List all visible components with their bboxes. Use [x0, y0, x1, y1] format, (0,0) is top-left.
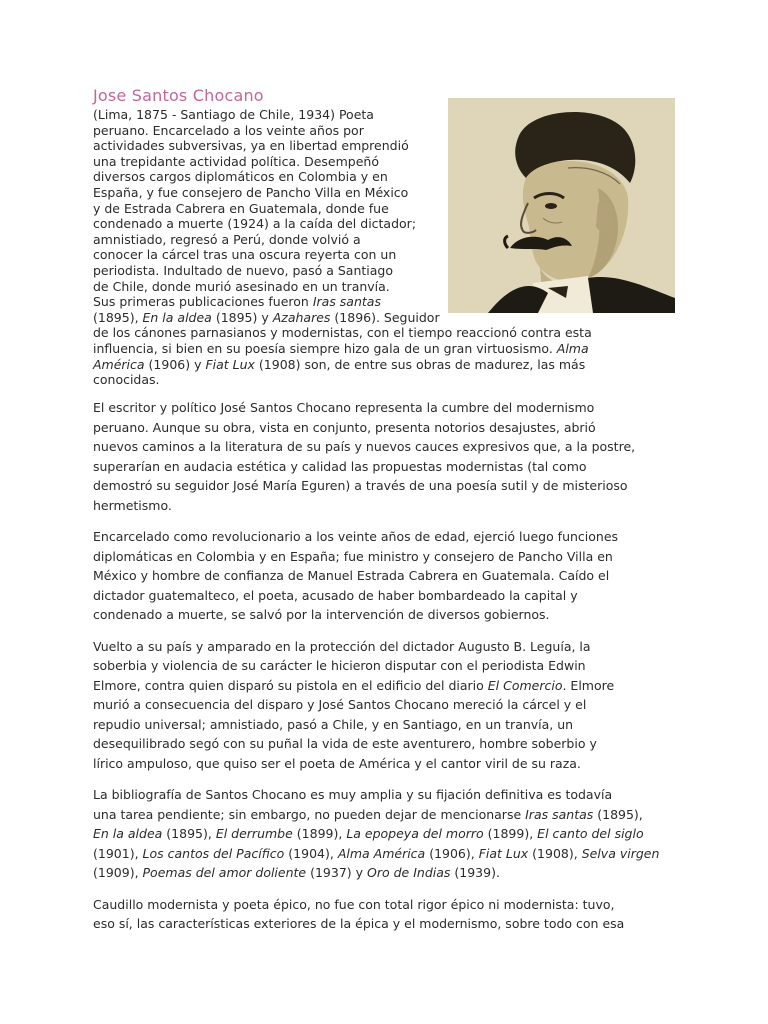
page-title: Jose Santos Chocano	[93, 86, 264, 105]
body-line: superarían en audacia estética y calidad las propuestas modernistas (tal como	[93, 458, 587, 474]
body-paragraph	[93, 527, 683, 625]
body-paragraph	[93, 785, 683, 883]
body-paragraph	[93, 895, 683, 934]
article-body	[93, 398, 683, 946]
italic-title: Selva virgen	[581, 845, 660, 861]
intro-line: peruano. Encarcelado a los veinte años por	[93, 122, 364, 138]
body-line: demostró su seguidor José María Eguren) a través de una poesía sutil y de misterioso	[93, 478, 628, 493]
body-line: Elmore, contra quien disparó su pistola en el edificio del diario El Comercio. Elmore	[93, 677, 615, 693]
intro-line: diversos cargos diplomáticos en Colombia y en	[93, 169, 388, 185]
intro-line: España, y fue consejero de Pancho Villa en México	[93, 184, 409, 200]
intro-line: una trepidante actividad política. Desempeñó	[93, 153, 379, 169]
italic-title: En la aldea	[142, 309, 212, 325]
intro-line: América (1906) y Fiat Lux (1908) son, de entre sus obras de madurez, las más	[93, 356, 586, 372]
italic-title: Poemas del amor doliente	[142, 865, 307, 880]
body-line: La bibliografía de Santos Chocano es muy amplia y su fijación definitiva es todavía	[93, 787, 613, 802]
intro-line: (Lima, 1875 - Santiago de Chile, 1934) Poeta	[93, 107, 374, 122]
intro-line: amnistiado, regresó a Perú, donde volvió a	[93, 231, 361, 247]
body-line: soberbia y violencia de su carácter le hicieron disputar con el periodista Edwin	[93, 658, 586, 673]
italic-title: Iras santas	[312, 294, 381, 310]
italic-title: Oro de Indias	[367, 865, 451, 880]
intro-line: conocidas.	[93, 372, 160, 388]
intro-line: de Chile, donde murió asesinado en un tranvía.	[93, 278, 390, 294]
italic-title: El derrumbe	[215, 826, 293, 841]
body-line: diplomáticas en Colombia y en España; fue ministro y consejero de Pancho Villa en	[93, 548, 613, 564]
italic-title: La epopeya del morro	[346, 826, 484, 841]
body-line: condenado a muerte, se salvó por la intervención de diversos gobiernos.	[93, 607, 550, 622]
intro-paragraph	[93, 107, 653, 388]
intro-line: Sus primeras publicaciones fueron Iras santas	[93, 294, 381, 310]
intro-line: condenado a muerte (1924) a la caída del dictador;	[93, 216, 417, 232]
body-line: repudio universal; amnistiado, pasó a Chile, y en Santiago, en un tranvía, un	[93, 716, 574, 732]
italic-title: El canto del siglo	[537, 826, 644, 841]
body-line: dictador guatemalteco, el poeta, acusado de haber bombardeado la capital y	[93, 587, 578, 603]
body-line: eso sí, las características exteriores de la épica y el modernismo, sobre todo con esa	[93, 916, 625, 931]
intro-line: y de Estrada Cabrera en Guatemala, donde fue	[93, 200, 389, 216]
italic-title: Iras santas	[525, 806, 594, 822]
italic-title: Azahares	[272, 309, 331, 325]
italic-title: El Comercio	[487, 677, 563, 693]
body-line: Vuelto a su país y amparado en la protección del dictador Augusto B. Leguía, la	[93, 638, 591, 654]
italic-title: En la aldea	[93, 826, 163, 841]
body-line: En la aldea (1895), El derrumbe (1899), La epopeya del morro (1899), El canto del siglo	[93, 826, 644, 841]
body-line: peruano. Aunque su obra, vista en conjunto, presenta notorios desajustes, abrió	[93, 419, 596, 435]
italic-title: Fiat Lux	[205, 356, 255, 372]
body-line: lírico ampuloso, que quiso ser el poeta de América y el cantor viril de su raza.	[93, 755, 581, 771]
body-line: (1901), Los cantos del Pacífico (1904), Alma América (1906), Fiat Lux (1908), Selva virgen	[93, 845, 660, 861]
body-paragraph	[93, 637, 683, 774]
body-line: Caudillo modernista y poeta épico, no fue con total rigor épico ni modernista: tuvo,	[93, 896, 615, 912]
italic-title: Alma América	[337, 845, 426, 861]
intro-line: actividades subversivas, ya en libertad emprendió	[93, 138, 409, 154]
body-line: (1909), Poemas del amor doliente (1937) y Oro de Indias (1939).	[93, 865, 500, 880]
intro-line: periodista. Indultado de nuevo, pasó a Santiago	[93, 262, 393, 278]
body-line: una tarea pendiente; sin embargo, no pueden dejar de mencionarse Iras santas (1895),	[93, 806, 643, 822]
body-line: hermetismo.	[93, 497, 172, 513]
intro-line: conocer la cárcel tras una oscura reyerta con un	[93, 247, 397, 263]
intro-line: de los cánones parnasianos y modernistas, con el tiempo reaccionó contra esta	[93, 325, 592, 341]
body-line: desequilibrado segó con su puñal la vida de este aventurero, hombre soberbio y	[93, 736, 597, 751]
italic-title: América	[93, 356, 145, 372]
intro-line: influencia, si bien en su poesía siempre hizo gala de un gran virtuosismo. Alma	[93, 340, 589, 356]
body-line: murió a consecuencia del disparo y José Santos Chocano mereció la cárcel y el	[93, 697, 587, 712]
italic-title: Alma	[556, 340, 589, 356]
intro-line: (1895), En la aldea (1895) y Azahares (1896). Seguidor	[93, 309, 440, 325]
body-paragraph	[93, 398, 683, 515]
body-line: México y hombre de confianza de Manuel Estrada Cabrera en Guatemala. Caído el	[93, 568, 610, 583]
body-line: Encarcelado como revolucionario a los veinte años de edad, ejerció luego funciones	[93, 529, 619, 544]
body-line: El escritor y político José Santos Chocano representa la cumbre del modernismo	[93, 400, 595, 415]
italic-title: Los cantos del Pacífico	[142, 845, 285, 861]
body-line: nuevos caminos a la literatura de su país y nuevos cauces expresivos que, a la postre,	[93, 439, 636, 454]
italic-title: Fiat Lux	[478, 845, 529, 861]
